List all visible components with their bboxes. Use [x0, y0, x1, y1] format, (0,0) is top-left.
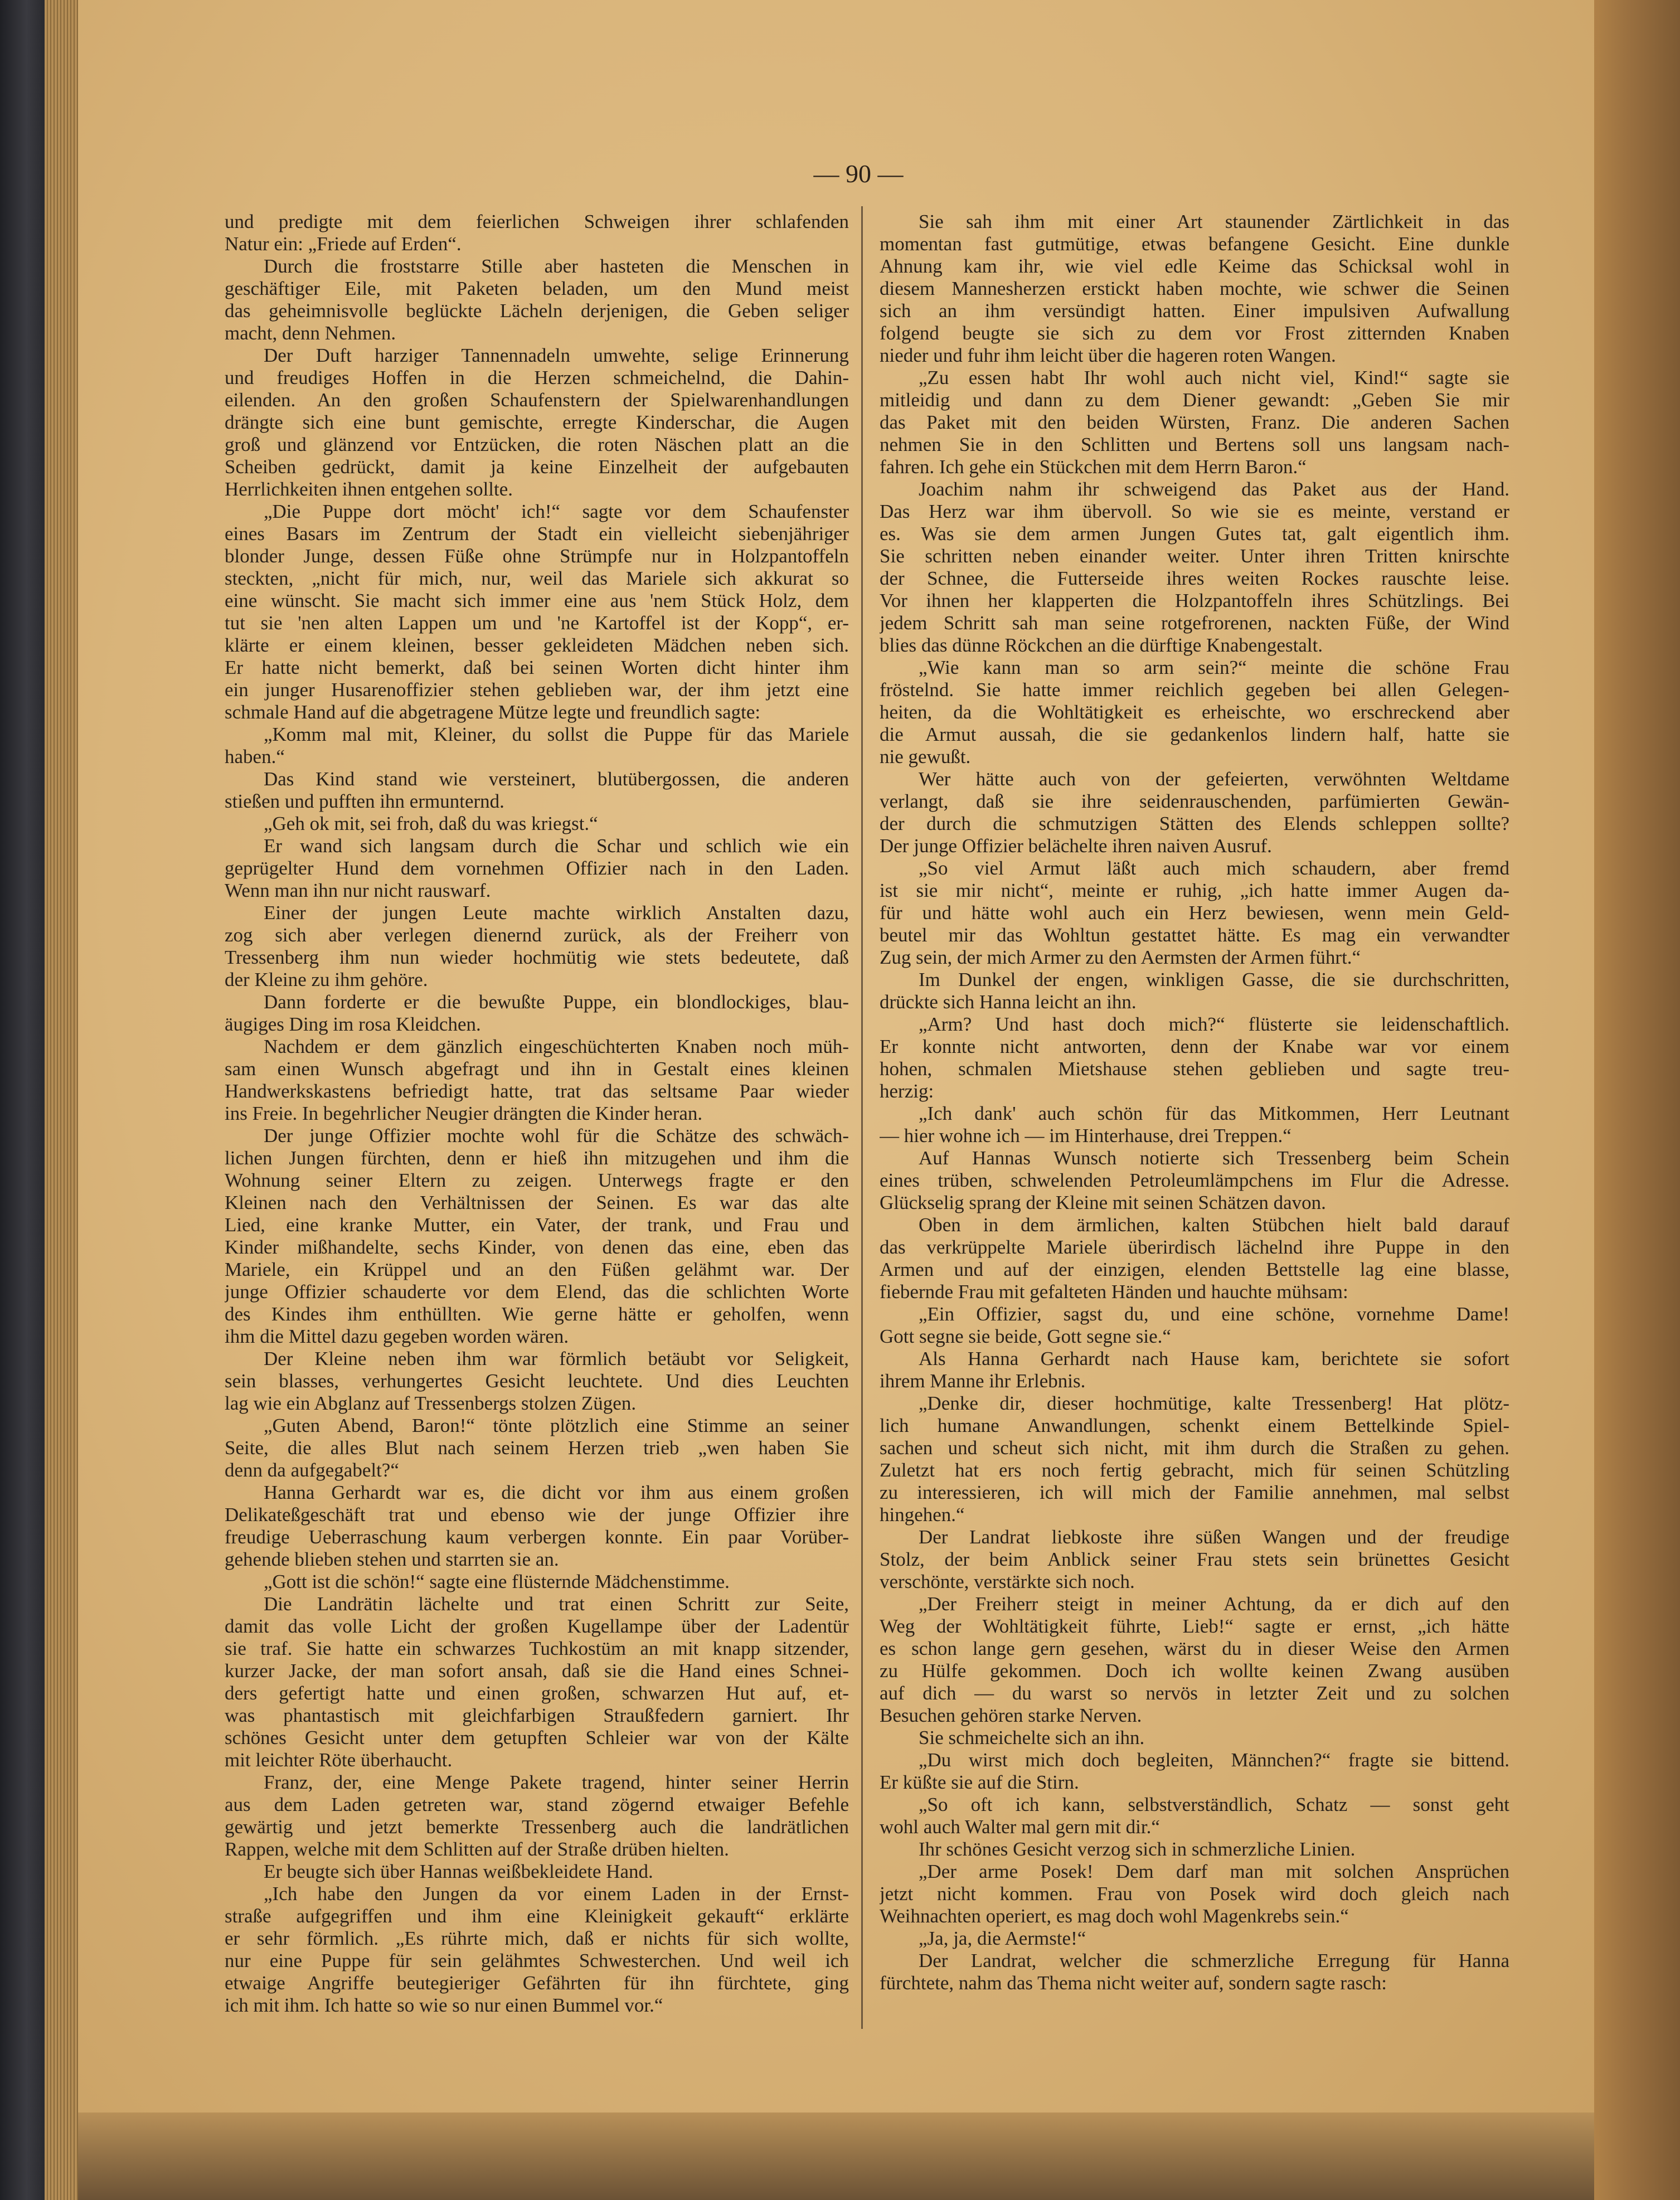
text-line: Zuletzt hat ers noch fertig gebracht, mich für seinen Schützling [880, 1459, 1509, 1481]
text-line: Nachdem er dem gänzlich eingeschüchterten Knaben noch müh- [264, 1036, 849, 1057]
text-line: Durch die froststarre Stille aber hasteten die Menschen in [264, 255, 849, 277]
text-line: es. Was sie dem armen Jungen Gutes tat, galt eigentlich ihm. [880, 523, 1509, 545]
text-line: schmale Hand auf die abgetragene Mütze legte und freundlich sagte: [225, 701, 761, 723]
paragraph [225, 1571, 849, 1593]
text-line: nur eine Puppe für sein gelähmtes Schwesterchen. Und weil ich [225, 1950, 849, 1971]
text-line: hohen, schmalen Mietshause stehen geblieben und sagte treu- [880, 1058, 1509, 1080]
page-stack-edge [45, 0, 78, 2200]
text-line: geprügelter Hund dem vornehmen Offizier nach in den Laden. [225, 857, 849, 879]
text-line: Franz, der, eine Menge Pakete tragend, hinter seiner Herrin [264, 1771, 849, 1793]
text-line: Das Kind stand wie versteinert, blutübergossen, die anderen [264, 768, 849, 790]
text-line: tut sie 'nen alten Lappen um und 'ne Kartoffel ist der Kopp“, er- [225, 612, 849, 634]
text-line: nie gewußt. [880, 746, 971, 768]
paragraph [225, 1482, 849, 1571]
page-number: — 90 — [813, 159, 904, 188]
text-line: Scheiben gedrückt, damit ja keine Einzelheit der aufgebauten [225, 456, 849, 478]
text-line: für und hätte wohl auch ein Herz bewiesen, wenn mein Geld- [880, 902, 1509, 924]
text-line: ihm die Mittel dazu gegeben worden wären. [225, 1325, 569, 1347]
text-line: Er beugte sich über Hannas weißbekleidete Hand. [264, 1861, 653, 1882]
paragraph [225, 1125, 849, 1348]
text-line: Mariele, ein Krüppel und an den Füßen gelähmt war. Der [225, 1259, 849, 1280]
text-line: eine wünscht. Sie macht sich immer eine aus 'nem Stück Holz, dem [225, 590, 849, 611]
text-line: geschäftiger Eile, mit Paketen beladen, um den Mund meist [225, 278, 849, 299]
text-line: er sehr förmlich. „Es rührte mich, daß er nichts für sich wollte, [225, 1927, 849, 1949]
paragraph [225, 1415, 849, 1482]
text-line: sam einen Wunsch abgefragt und ihn in Gestalt eines kleinen [225, 1058, 849, 1080]
text-line: „Zu essen habt Ihr wohl auch nicht viel, Kind!“ sagte sie [919, 367, 1509, 388]
text-line: Seite, die alles Blut nach seinem Herzen trieb „wen haben Sie [225, 1437, 849, 1459]
text-line: denn da aufgegabelt?“ [225, 1459, 399, 1481]
text-line: aus dem Laden getreten war, stand zögernd etwaiger Befehle [225, 1794, 849, 1815]
text-line: des Kindes ihm enthüllten. Wie gerne hätte er geholfen, wenn [225, 1303, 849, 1325]
text-line: blies das dünne Röckchen an die dürftige Knabengestalt. [880, 634, 1323, 656]
text-line: Er hatte nicht bemerkt, daß bei seinen Worten dicht hinter ihm [225, 657, 849, 678]
paragraph [225, 1036, 849, 1125]
paragraph [880, 1727, 1509, 1749]
text-line: verschönte, verstärkte sich noch. [880, 1571, 1135, 1592]
text-line: „Die Puppe dort möcht' ich!“ sagte vor dem Schaufenster [264, 501, 849, 522]
text-line: „Gott ist die schön!“ sagte eine flüsternde Mädchenstimme. [264, 1571, 730, 1592]
paragraph [225, 768, 849, 813]
paragraph [880, 1838, 1509, 1861]
text-line: jedem Schritt sah man seine rotgefrorenen, nackten Füße, der Wind [880, 612, 1509, 634]
text-line: gewärtig und jetzt bemerkte Tressenberg auch die landrätlichen [225, 1816, 849, 1838]
text-line: es schon lange gern gesehen, wärst du in dieser Weise den Armen [880, 1638, 1509, 1659]
text-line: „Ich dank' auch schön für das Mitkommen, Herr Leutnant [919, 1103, 1509, 1124]
text-line: blonder Junge, dessen Füße ohne Strümpfe nur in Holzpantoffeln [225, 545, 849, 567]
text-line: „Arm? Und hast doch mich?“ flüsterte sie leidenschaftlich. [919, 1013, 1509, 1035]
text-line: drängte sich eine bunt gemischte, erregte Kinderschar, die Augen [225, 411, 849, 433]
paragraph [880, 1214, 1509, 1303]
text-line: „Du wirst mich doch begleiten, Männchen?“ fragte sie bittend. [919, 1749, 1509, 1771]
paragraph [880, 1593, 1509, 1727]
text-line: fiebernde Frau mit gefalteten Händen und hauchte mühsam: [880, 1281, 1348, 1303]
text-line: „Der arme Posek! Dem darf man mit solchen Ansprüchen [919, 1861, 1509, 1882]
text-line: Weihnachten operiert, es mag doch wohl Magenkrebs sein.“ [880, 1905, 1349, 1927]
text-line: Als Hanna Gerhardt nach Hause kam, berichtete sie sofort [919, 1348, 1509, 1369]
text-line: sein blasses, verhungertes Gesicht leuchtete. Und dies Leuchten [225, 1370, 849, 1392]
text-line: ein junger Husarenoffizier stehen geblieben war, der ihm jetzt eine [225, 679, 849, 701]
text-line: das geheimnisvolle beglückte Lächeln derjenigen, die Geben seliger [225, 300, 849, 322]
text-line: Kinder mißhandelte, sechs Kinder, von denen das eine, eben das [225, 1236, 849, 1258]
text-line: mitleidig und dann zu dem Diener gewandt: „Geben Sie mir [880, 389, 1509, 411]
text-line: gehende blieben stehen und starrten sie an. [225, 1548, 559, 1570]
text-line: zu interessieren, ich will mich der Familie annehmen, mal selbst [880, 1482, 1509, 1503]
text-line: eines Basars im Zentrum der Stadt ein vielleicht siebenjähriger [225, 523, 849, 545]
text-line: Weg der Wohltätigkeit führte, Lieb!“ sagte er ernst, „ich hätte [880, 1615, 1509, 1637]
text-line: Wohnung seiner Eltern zu zeigen. Unterwegs fragte er den [225, 1169, 849, 1191]
text-line: diesem Mannesherzen erstickt haben mochte, wie schwer die Seinen [880, 278, 1509, 299]
text-line: Ihr schönes Gesicht verzog sich in schmerzliche Linien. [919, 1838, 1356, 1860]
text-line: was phantastisch mit gleichfarbigen Straußfedern garniert. Ihr [225, 1704, 849, 1726]
text-line: Stolz, der beim Anblick seiner Frau stets sein brünettes Gesicht [880, 1548, 1509, 1570]
text-line: zu Hülfe gekommen. Doch ich wollte keinen Zwang ausüben [880, 1660, 1509, 1682]
book-cover-edge [0, 0, 45, 2200]
paragraph [225, 1861, 849, 1883]
text-line: hingehen.“ [880, 1504, 965, 1526]
text-line: „So oft ich kann, selbstverständlich, Schatz — sonst geht [919, 1794, 1509, 1815]
text-line: lichen Jungen fürchten, denn er hieß ihn mitzugehen und ihm die [225, 1147, 849, 1169]
paragraph [225, 902, 849, 991]
text-line: Armen und auf der einzigen, elenden Bettstelle lag eine blasse, [880, 1259, 1509, 1280]
text-line: „So viel Armut läßt auch mich schaudern, aber fremd [919, 857, 1509, 879]
paragraph [880, 1147, 1509, 1214]
text-line: drückte sich Hanna leicht an ihn. [880, 991, 1137, 1013]
text-line: schönes Gesicht unter dem getupften Schleier war von der Kälte [225, 1727, 849, 1749]
text-line: „Der Freiherr steigt in meiner Achtung, da er dich auf den [919, 1593, 1509, 1615]
text-line: Rappen, welche mit dem Schlitten auf der Straße drüben hielten. [225, 1838, 729, 1860]
text-line: klärte er einem kleinen, besser gekleideten Mädchen neben sich. [225, 634, 849, 656]
text-line: wohl auch Walter mal gern mit dir.“ [880, 1816, 1160, 1838]
text-line: das verkrüppelte Mariele überirdisch lächelnd ihre Puppe in den [880, 1236, 1509, 1258]
text-line: steckten, „nicht für mich, nur, weil das Mariele sich akkurat so [225, 567, 849, 589]
text-line: ist sie mir nicht“, meinte er ruhig, „ich hatte immer Augen da- [880, 880, 1509, 901]
paragraph [880, 857, 1509, 969]
text-line: Er konnte nicht antworten, denn der Knabe war vor einem [880, 1036, 1509, 1057]
text-line: etwaige Angriffe beutegieriger Gefährten für ihn fürchtete, ging [225, 1972, 849, 1994]
text-line: Lied, eine kranke Mutter, ein Vater, der trank, und Frau und [225, 1214, 849, 1236]
text-line: Zug sein, der mich Armer zu den Aermsten der Armen führt.“ [880, 946, 1361, 968]
paragraph [880, 1303, 1509, 1348]
text-line: sie traf. Sie hatte ein schwarzes Tuchkostüm an mit knapp sitzender, [225, 1638, 849, 1659]
text-line: der Schnee, die Futterseide ihres weiten Rockes rauschte leise. [880, 567, 1509, 589]
text-line: folgend beugte sie sich zu dem vor Frost zitternden Knaben [880, 322, 1509, 344]
text-column-left [225, 211, 849, 2017]
text-line: Ahnung kam ihr, wie viel edle Keime das Schicksal wohl in [880, 255, 1509, 277]
text-line: „Komm mal mit, Kleiner, du sollst die Puppe für das Mariele [264, 723, 849, 745]
text-line: Er küßte sie auf die Stirn. [880, 1771, 1079, 1793]
text-line: stießen und pufften ihn ermunternd. [225, 790, 504, 812]
paragraph [225, 211, 849, 255]
text-line: haben.“ [225, 746, 285, 768]
text-line: junge Offizier schauderte vor dem Elend, das die schlichten Worte [225, 1281, 849, 1303]
text-line: fürchtete, nahm das Thema nicht weiter auf, sondern sagte rasch: [880, 1972, 1387, 1994]
text-line: Der Kleine neben ihm war förmlich betäubt vor Seligkeit, [264, 1348, 849, 1369]
text-line: Tressenberg ihm nun wieder hochmütig wie stets bedeutete, daß [225, 946, 849, 968]
paragraph [225, 723, 849, 768]
paragraph [880, 1749, 1509, 1794]
text-line: Wenn man ihn nur nicht rauswarf. [225, 880, 491, 901]
text-line: Die Landrätin lächelte und trat einen Schritt zur Seite, [264, 1593, 849, 1615]
paragraph [225, 501, 849, 723]
text-line: und freudiges Hoffen in die Herzen schmeichelnd, die Dahin- [225, 367, 849, 388]
paragraph [880, 1927, 1509, 1950]
text-line: Glückselig sprang der Kleine mit seinen Schätzen davon. [880, 1192, 1326, 1213]
paragraph [880, 1392, 1509, 1526]
paragraph [880, 1794, 1509, 1838]
text-line: auf dich — du warst so nervös in letzter Zeit und zu solchen [880, 1682, 1509, 1704]
text-line: fröstelnd. Sie hatte immer reichlich gegeben bei allen Gelegen- [880, 679, 1509, 701]
paragraph [880, 211, 1509, 367]
text-line: „Ich habe den Jungen da vor einem Laden in der Ernst- [264, 1883, 849, 1905]
text-line: und predigte mit dem feierlichen Schweigen ihrer schlafenden [225, 211, 849, 232]
paragraph [880, 367, 1509, 478]
text-line: ihrem Manne ihr Erlebnis. [880, 1370, 1086, 1392]
column-divider [861, 206, 863, 2029]
text-line: zog sich aber verlegen dienernd zurück, als der Freiherr von [225, 924, 849, 946]
paragraph [880, 1950, 1509, 1994]
text-line: ich mit ihm. Ich hatte so wie so nur einen Bummel vor.“ [225, 1994, 663, 2016]
text-line: Wer hätte auch von der gefeierten, verwöhnten Weltdame [919, 768, 1509, 790]
paragraph [225, 1348, 849, 1415]
text-line: fahren. Ich gehe ein Stückchen mit dem Herrn Baron.“ [880, 456, 1307, 478]
text-line: sachen und scheut sich nicht, mit ihm durch die Straßen zu gehen. [880, 1437, 1509, 1459]
text-line: Der junge Offizier belächelte ihren naiven Ausruf. [880, 835, 1272, 857]
text-line: herzig: [880, 1080, 934, 1102]
text-line: Im Dunkel der engen, winkligen Gasse, die sie durchschritten, [919, 969, 1509, 990]
text-line: groß und glänzend vor Entzücken, die roten Näschen platt an die [225, 434, 849, 455]
text-line: damit das volle Licht der großen Kugellampe über der Ladentür [225, 1615, 849, 1637]
text-line: „Ja, ja, die Aermste!“ [919, 1927, 1086, 1949]
text-line: der durch die schmutzigen Stätten des Elends schleppen sollte? [880, 813, 1509, 834]
paragraph [880, 1348, 1509, 1392]
text-line: freudige Ueberraschung kaum verbergen konnte. Ein paar Vorüber- [225, 1526, 849, 1548]
text-line: „Denke dir, dieser hochmütige, kalte Tressenberg! Hat plötz- [919, 1392, 1509, 1414]
text-line: — hier wohne ich — im Hinterhause, drei Treppen.“ [880, 1125, 1291, 1147]
text-line: Dann forderte er die bewußte Puppe, ein blondlockiges, blau- [264, 991, 849, 1013]
text-line: „Guten Abend, Baron!“ tönte plötzlich eine Stimme an seiner [264, 1415, 849, 1436]
text-line: Er wand sich langsam durch die Schar und schlich wie ein [264, 835, 849, 857]
text-line: straße aufgegriffen und ihm eine Kleinigkeit gekauft“ erklärte [225, 1905, 849, 1927]
text-line: Einer der jungen Leute machte wirklich Anstalten dazu, [264, 902, 849, 924]
text-line: Auf Hannas Wunsch notierte sich Tressenberg beim Schein [919, 1147, 1509, 1169]
text-line: heiten, da die Wohltätigkeit es erheischte, wo erschreckend aber [880, 701, 1509, 723]
text-line: kurzer Jacke, der man sofort ansah, daß sie die Hand eines Schnei- [225, 1660, 849, 1682]
text-line: Sie sah ihm mit einer Art staunender Zärtlichkeit in das [919, 211, 1509, 232]
text-line: Der Landrat liebkoste ihre süßen Wangen und der freudige [919, 1526, 1509, 1548]
text-line: Das Herz war ihm übervoll. So wie sie es meinte, verstand er [880, 501, 1509, 522]
text-line: ins Freie. In begehrlicher Neugier drängten die Kinder heran. [225, 1103, 703, 1124]
text-line: Der Landrat, welcher die schmerzliche Erregung für Hanna [919, 1950, 1509, 1971]
text-line: Kleinen nach den Verhältnissen der Seinen. Es war das alte [225, 1192, 849, 1213]
text-line: nieder und fuhr ihm leicht über die hageren roten Wangen. [880, 344, 1336, 366]
text-line: Sie schmeichelte sich an ihn. [919, 1727, 1145, 1749]
paragraph [225, 1883, 849, 2017]
text-line: nehmen Sie in den Schlitten und Bertens soll uns langsam nach- [880, 434, 1509, 455]
paragraph [225, 991, 849, 1036]
text-line: Natur ein: „Friede auf Erden“. [225, 233, 462, 255]
text-line: Der junge Offizier mochte wohl für die Schätze des schwäch- [264, 1125, 849, 1147]
text-line: das Paket mit den beiden Würsten, Franz. Die anderen Sachen [880, 411, 1509, 433]
paragraph [225, 1593, 849, 1771]
paragraph [880, 657, 1509, 768]
text-line: macht, denn Nehmen. [225, 322, 396, 344]
text-line: Delikateßgeschäft trat und ebenso wie der junge Offizier ihre [225, 1504, 849, 1526]
paragraph [880, 478, 1509, 657]
text-line: sich an ihm versündigt hatten. Einer impulsiven Aufwallung [880, 300, 1509, 322]
text-line: Oben in dem ärmlichen, kalten Stübchen hielt bald darauf [919, 1214, 1509, 1236]
text-line: „Wie kann man so arm sein?“ meinte die schöne Frau [919, 657, 1509, 678]
text-line: „Geh ok mit, sei froh, daß du was kriegst.“ [264, 813, 598, 834]
paragraph [225, 813, 849, 835]
text-line: beutel mir das Wohltun gestattet hätte. Es mag ein verwandter [880, 924, 1509, 946]
paragraph [225, 255, 849, 344]
text-line: Handwerkskastens befriedigt hatte, trat das seltsame Paar wieder [225, 1080, 849, 1102]
text-line: eilenden. An den großen Schaufenstern der Spielwarenhandlungen [225, 389, 849, 411]
paragraph [880, 1861, 1509, 1927]
paragraph [880, 1103, 1509, 1147]
text-line: „Ein Offizier, sagst du, und eine schöne, vornehme Dame! [919, 1303, 1509, 1325]
text-line: verlangt, daß sie ihre seidenrauschenden, parfümierten Gewän- [880, 790, 1509, 812]
paragraph [225, 1771, 849, 1861]
text-line: Herrlichkeiten ihnen entgehen sollte. [225, 478, 513, 500]
text-line: die Armut aussah, die sie gedankenlos lindern half, hatte sie [880, 723, 1509, 745]
paragraph [880, 969, 1509, 1013]
paragraph [225, 344, 849, 501]
text-line: ders gefertigt hatte und einen großen, schwarzen Hut auf, et- [225, 1682, 849, 1704]
book-gutter [1594, 0, 1680, 2200]
text-line: äugiges Ding im rosa Kleidchen. [225, 1013, 481, 1035]
text-line: der Kleine zu ihm gehöre. [225, 969, 428, 990]
page-bottom-shadow [78, 2112, 1594, 2200]
text-line: Gott segne sie beide, Gott segne sie.“ [880, 1325, 1171, 1347]
text-line: lich humane Anwandlungen, schenkt einem Bettelkinde Spiel- [880, 1415, 1509, 1436]
text-line: Der Duft harziger Tannennadeln umwehte, selige Erinnerung [264, 344, 849, 366]
text-line: Joachim nahm ihr schweigend das Paket aus der Hand. [919, 478, 1509, 500]
paragraph [880, 1526, 1509, 1593]
paragraph [880, 768, 1509, 857]
text-line: Sie schritten neben einander weiter. Unter ihren Tritten knirschte [880, 545, 1509, 567]
text-column-right [880, 211, 1509, 1994]
text-line: momentan fast gutmütige, etwas befangene Gesicht. Eine dunkle [880, 233, 1509, 255]
text-line: jetzt nicht kommen. Frau von Posek wird doch gleich nach [880, 1883, 1509, 1905]
paragraph [880, 1013, 1509, 1103]
text-line: Hanna Gerhardt war es, die dicht vor ihm aus einem großen [264, 1482, 849, 1503]
text-line: lag wie ein Abglanz auf Tressenbergs stolzen Zügen. [225, 1392, 637, 1414]
text-line: mit leichter Röte überhaucht. [225, 1749, 453, 1771]
text-line: Besuchen gehören starke Nerven. [880, 1704, 1142, 1726]
text-line: Vor ihnen her klapperten die Holzpantoffeln ihres Schützlings. Bei [880, 590, 1509, 611]
paragraph [225, 835, 849, 902]
text-line: eines trüben, schwelenden Petroleumlämpchens im Flur die Adresse. [880, 1169, 1509, 1191]
